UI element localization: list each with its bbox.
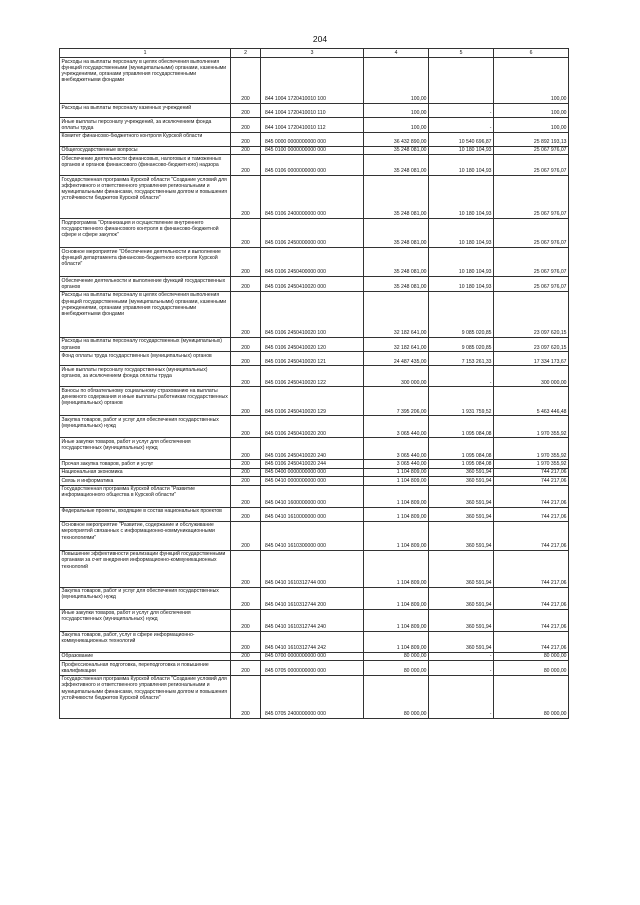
row-classification-code-cell: 845 0410 1610312744 242 [261, 631, 364, 652]
row-code-cell: 200 [231, 587, 261, 609]
row-executed-amount-cell: 360 591,94 [429, 550, 494, 587]
row-name-text: Расходы на выплаты персоналу в целях обеспечения выполнения функций государственными (муниципальными) органами, казенными учреждениями, органами управления государственными внебюджетными фондами [61, 292, 227, 317]
table-row [60, 248, 569, 277]
row-name-text: Государственная программа Курской области "Создание условий для эффективного и ответственного управления региональными и муниципальными финансами, государственным долгом и повышения устойчивости бюджетов Курской области" [61, 676, 227, 701]
row-unexecuted-amount-cell: 17 334 173,67 [494, 352, 569, 366]
row-executed-amount-cell: 7 153 261,33 [429, 352, 494, 366]
table-row [60, 460, 569, 468]
row-approved-amount-cell: 1 104 809,00 [364, 521, 429, 550]
row-name-text: Прочая закупка товаров, работ и услуг [61, 460, 154, 467]
row-executed-amount-cell: 360 591,94 [429, 507, 494, 521]
row-code-cell: 200 [231, 652, 261, 660]
row-classification-code-cell: 845 0106 2450410020 121 [261, 352, 364, 366]
row-name-cell [60, 652, 231, 660]
budget-execution-table [59, 48, 569, 719]
row-executed-amount-cell: 1 931 759,52 [429, 387, 494, 416]
row-name-cell [60, 387, 231, 416]
column-number-row [60, 49, 569, 58]
row-unexecuted-amount-cell: 25 067 976,07 [494, 146, 569, 154]
row-name-cell [60, 366, 231, 387]
row-name-cell [60, 291, 231, 337]
row-name-cell [60, 337, 231, 352]
table-row [60, 366, 569, 387]
row-code-cell: 200 [231, 660, 261, 675]
row-executed-amount-cell: 1 095 084,08 [429, 416, 494, 438]
row-code-cell: 200 [231, 132, 261, 146]
row-approved-amount-cell: 35 248 081,00 [364, 146, 429, 154]
column-header-2: 2 [231, 49, 261, 58]
row-executed-amount-cell [429, 58, 494, 104]
row-approved-amount-cell: 35 248 081,00 [364, 248, 429, 277]
table-row [60, 291, 569, 337]
row-name-text: Профессиональная подготовка, переподготовка и повышение квалификации [61, 661, 209, 674]
table-row [60, 631, 569, 652]
row-executed-amount-cell: 9 085 020,85 [429, 291, 494, 337]
row-classification-code-cell: 845 0106 2450000000 000 [261, 219, 364, 248]
row-executed-amount-cell: 360 591,94 [429, 631, 494, 652]
row-approved-amount-cell: 7 395 206,00 [364, 387, 429, 416]
table-row [60, 146, 569, 154]
row-approved-amount-cell: 35 248 081,00 [364, 155, 429, 176]
row-name-cell [60, 146, 231, 154]
table-body [60, 58, 569, 718]
row-name-cell [60, 132, 231, 146]
row-code-cell: 200 [231, 387, 261, 416]
row-classification-code-cell: 845 0000 0000000000 000 [261, 132, 364, 146]
row-name-cell [60, 104, 231, 118]
row-unexecuted-amount-cell: 100,00 [494, 104, 569, 118]
row-executed-amount-cell: 360 591,94 [429, 587, 494, 609]
row-unexecuted-amount-cell: 100,00 [494, 58, 569, 104]
row-classification-code-cell: 844 1004 1720410010 110 [261, 104, 364, 118]
row-approved-amount-cell: 80 000,00 [364, 660, 429, 675]
row-classification-code-cell: 845 0106 2450410020 244 [261, 460, 364, 468]
row-approved-amount-cell: 3 065 440,00 [364, 416, 429, 438]
row-classification-code-cell: 845 0410 1610312744 000 [261, 550, 364, 587]
row-unexecuted-amount-cell: 744 217,06 [494, 507, 569, 521]
table-row [60, 132, 569, 146]
row-classification-code-cell: 845 0410 1610312744 240 [261, 609, 364, 631]
row-unexecuted-amount-cell: 744 217,06 [494, 550, 569, 587]
row-approved-amount-cell: 3 065 440,00 [364, 460, 429, 468]
row-approved-amount-cell: 1 104 809,00 [364, 550, 429, 587]
row-code-cell: 200 [231, 118, 261, 133]
row-executed-amount-cell: 360 591,94 [429, 609, 494, 631]
row-code-cell: 200 [231, 277, 261, 292]
row-code-cell: 200 [231, 675, 261, 718]
row-unexecuted-amount-cell: 744 217,06 [494, 631, 569, 652]
row-code-cell: 200 [231, 631, 261, 652]
row-name-text: Расходы на выплаты персоналу в целях обеспечения выполнения функций государственными (муниципальными) органами, казенными учреждениями, органами управления государственными внебюджетными фондами [61, 58, 227, 84]
row-code-cell: 200 [231, 460, 261, 468]
row-approved-amount-cell: 1 104 809,00 [364, 468, 429, 476]
row-approved-amount-cell: 32 182 641,00 [364, 337, 429, 352]
table-row [60, 58, 569, 104]
row-classification-code-cell: 845 0705 0000000000 000 [261, 660, 364, 675]
row-approved-amount-cell: 100,00 [364, 58, 429, 104]
row-code-cell: 200 [231, 609, 261, 631]
row-approved-amount-cell: 3 065 440,00 [364, 438, 429, 460]
row-classification-code-cell: 845 0106 2450400000 000 [261, 248, 364, 277]
table-row [60, 521, 569, 550]
row-name-cell [60, 352, 231, 366]
row-name-cell [60, 118, 231, 133]
row-executed-amount-cell: - [429, 652, 494, 660]
row-approved-amount-cell: 1 104 809,00 [364, 485, 429, 507]
row-name-text: Обеспечение деятельности и выполнение функций государственных органов [61, 277, 226, 290]
row-classification-code-cell: 845 0106 2400000000 000 [261, 176, 364, 219]
row-name-text: Повышение эффективности реализации функций государственными органами за счет внедрения информационно-коммуникационных технологий [61, 551, 226, 570]
row-name-cell [60, 675, 231, 718]
row-name-cell [60, 550, 231, 587]
row-name-cell [60, 277, 231, 292]
row-code-cell: 200 [231, 146, 261, 154]
row-unexecuted-amount-cell: 80 000,00 [494, 652, 569, 660]
column-header-1: 1 [60, 49, 231, 58]
row-unexecuted-amount-cell: 1 970 355,92 [494, 438, 569, 460]
row-classification-code-cell: 845 0106 2450410020 240 [261, 438, 364, 460]
row-name-text: Основное мероприятие "Обеспечение деятельности и выполнение функций департамента финансово-бюджетного контроля Курской области" [61, 248, 221, 268]
row-code-cell: 200 [231, 485, 261, 507]
row-classification-code-cell: 845 0410 0000000000 000 [261, 477, 364, 485]
table-row [60, 438, 569, 460]
row-executed-amount-cell: 360 591,94 [429, 485, 494, 507]
row-code-cell: 200 [231, 477, 261, 485]
row-executed-amount-cell: 10 180 104,93 [429, 176, 494, 219]
row-unexecuted-amount-cell: 80 000,00 [494, 675, 569, 718]
table-row [60, 675, 569, 718]
row-code-cell: 200 [231, 468, 261, 476]
row-approved-amount-cell: 35 248 081,00 [364, 219, 429, 248]
row-code-cell: 200 [231, 337, 261, 352]
row-classification-code-cell: 845 0100 0000000000 000 [261, 146, 364, 154]
column-header-4: 4 [364, 49, 429, 58]
row-classification-code-cell: 845 0410 1600000000 000 [261, 485, 364, 507]
row-name-text: Иные выплаты персоналу учреждений, за исключением фонда оплаты труда [61, 118, 212, 131]
row-code-cell: 200 [231, 219, 261, 248]
row-name-cell [60, 58, 231, 104]
row-name-text: Расходы на выплаты персоналу государственных (муниципальных) органов [61, 338, 223, 351]
table-row [60, 660, 569, 675]
row-unexecuted-amount-cell: 23 097 620,15 [494, 291, 569, 337]
row-unexecuted-amount-cell: 23 097 620,15 [494, 337, 569, 352]
table-row [60, 609, 569, 631]
row-name-text: Государственная программа Курской области "Развитие информационного общества в Курской области" [61, 486, 195, 499]
row-executed-amount-cell: 10 540 696,87 [429, 132, 494, 146]
row-name-text: Государственная программа Курской области "Создание условий для эффективного и ответственного управления региональными и муниципальными финансами, государственным долгом и повышения устойчивости бюджетов Курской области" [61, 176, 227, 202]
row-classification-code-cell: 845 0106 2450410020 100 [261, 291, 364, 337]
row-code-cell: 200 [231, 438, 261, 460]
row-code-cell: 200 [231, 248, 261, 277]
table-row [60, 416, 569, 438]
row-name-text: Расходы на выплаты персоналу казенных учреждений [61, 104, 192, 111]
row-unexecuted-amount-cell: 1 970 355,92 [494, 460, 569, 468]
row-classification-code-cell: 845 0410 1610312744 200 [261, 587, 364, 609]
row-name-text: Общегосударственные вопросы [61, 147, 138, 154]
row-executed-amount-cell: 1 095 084,08 [429, 460, 494, 468]
row-approved-amount-cell: 36 432 890,00 [364, 132, 429, 146]
row-name-cell [60, 587, 231, 609]
row-approved-amount-cell: 100,00 [364, 118, 429, 133]
row-executed-amount-cell: - [429, 366, 494, 387]
row-name-text: Закупка товаров, работ и услуг для обеспечения государственных (муниципальных) нужд [61, 416, 219, 430]
row-executed-amount-cell: 10 180 104,93 [429, 219, 494, 248]
column-header-6: 6 [494, 49, 569, 58]
row-name-cell [60, 507, 231, 521]
table-row [60, 219, 569, 248]
row-code-cell: 200 [231, 550, 261, 587]
row-executed-amount-cell: 360 591,94 [429, 477, 494, 485]
row-unexecuted-amount-cell: 25 067 976,07 [494, 219, 569, 248]
table-row [60, 155, 569, 176]
row-name-text: Иные выплаты персоналу государственных (муниципальных) органов, за исключением фонда оплаты труда [61, 366, 208, 380]
row-name-text: Фонд оплаты труда государственных (муниципальных) органов [61, 352, 212, 359]
row-unexecuted-amount-cell: 300 000,00 [494, 366, 569, 387]
row-name-text: Федеральные проекты, входящие в состав национальных проектов [61, 508, 222, 515]
table-row [60, 352, 569, 366]
table-row [60, 477, 569, 485]
row-code-cell: 200 [231, 416, 261, 438]
row-name-cell [60, 468, 231, 476]
table-row [60, 485, 569, 507]
row-classification-code-cell: 845 0106 2450410020 122 [261, 366, 364, 387]
row-approved-amount-cell: 1 104 809,00 [364, 477, 429, 485]
row-code-cell: 200 [231, 58, 261, 104]
row-unexecuted-amount-cell: 80 000,00 [494, 660, 569, 675]
table-row [60, 277, 569, 292]
row-approved-amount-cell: 32 182 641,00 [364, 291, 429, 337]
row-code-cell: 200 [231, 507, 261, 521]
table-row [60, 387, 569, 416]
row-code-cell: 200 [231, 155, 261, 176]
row-approved-amount-cell: 24 487 435,00 [364, 352, 429, 366]
row-code-cell: 200 [231, 104, 261, 118]
row-name-cell [60, 660, 231, 675]
table-row [60, 176, 569, 219]
row-name-cell [60, 219, 231, 248]
row-approved-amount-cell: 35 248 081,00 [364, 277, 429, 292]
row-classification-code-cell: 845 0400 0000000000 000 [261, 468, 364, 476]
row-executed-amount-cell: - [429, 118, 494, 133]
row-executed-amount-cell: 360 591,94 [429, 521, 494, 550]
row-name-cell [60, 416, 231, 438]
row-unexecuted-amount-cell: 744 217,06 [494, 587, 569, 609]
row-unexecuted-amount-cell: 25 067 976,07 [494, 248, 569, 277]
row-name-text: Связь и информатика [61, 477, 114, 484]
row-classification-code-cell: 845 0106 0000000000 000 [261, 155, 364, 176]
row-unexecuted-amount-cell: 25 067 976,07 [494, 155, 569, 176]
row-approved-amount-cell: 80 000,00 [364, 652, 429, 660]
row-name-text: Национальная экономика [61, 469, 123, 476]
row-classification-code-cell: 845 0106 2450410020 129 [261, 387, 364, 416]
row-unexecuted-amount-cell: 744 217,06 [494, 485, 569, 507]
row-name-text: Иные закупки товаров, работ и услуг для обеспечения государственных (муниципальных) нужд [61, 610, 191, 623]
row-name-text: Закупка товаров, работ, услуг в сфере информационно-коммуникационных технологий [61, 632, 195, 645]
row-approved-amount-cell: 1 104 809,00 [364, 587, 429, 609]
table-row [60, 507, 569, 521]
table-row [60, 587, 569, 609]
page-number: 204 [312, 34, 328, 44]
row-approved-amount-cell: 100,00 [364, 104, 429, 118]
row-unexecuted-amount-cell: 744 217,06 [494, 609, 569, 631]
row-code-cell: 200 [231, 176, 261, 219]
row-classification-code-cell: 845 0106 2450410020 200 [261, 416, 364, 438]
row-name-cell [60, 485, 231, 507]
row-unexecuted-amount-cell: 744 217,06 [494, 477, 569, 485]
row-classification-code-cell: 845 0106 2450410020 000 [261, 277, 364, 292]
row-name-text: Обеспечение деятельности финансовых, налоговых и таможенных органов и органов финансового (финансово-бюджетного) надзора [61, 155, 222, 168]
row-unexecuted-amount-cell: 1 970 355,92 [494, 416, 569, 438]
table-row [60, 652, 569, 660]
row-unexecuted-amount-cell: 100,00 [494, 118, 569, 133]
row-unexecuted-amount-cell: 25 892 193,13 [494, 132, 569, 146]
row-name-text: Закупка товаров, работ и услуг для обеспечения государственных (муниципальных) нужд [61, 588, 219, 601]
report-table-container [59, 48, 568, 719]
row-name-cell [60, 477, 231, 485]
row-name-text: Образование [61, 653, 94, 660]
row-unexecuted-amount-cell: 25 067 976,07 [494, 176, 569, 219]
row-name-text: Комитет финансово-бюджетного контроля Курской области [61, 133, 203, 140]
table-row [60, 118, 569, 133]
row-classification-code-cell: 844 1004 1720410010 100 [261, 58, 364, 104]
row-executed-amount-cell: 10 180 104,93 [429, 146, 494, 154]
row-executed-amount-cell: - [429, 675, 494, 718]
row-approved-amount-cell: 1 104 809,00 [364, 507, 429, 521]
row-code-cell: 200 [231, 352, 261, 366]
row-name-text: Взносы по обязательному социальному страхованию на выплаты денежного содержания и иные выплаты работникам государственных (муниципальных) органов [61, 387, 228, 407]
row-executed-amount-cell: 1 095 084,08 [429, 438, 494, 460]
row-unexecuted-amount-cell: 744 217,06 [494, 521, 569, 550]
row-approved-amount-cell: 80 000,00 [364, 675, 429, 718]
row-executed-amount-cell: 10 180 104,93 [429, 155, 494, 176]
row-executed-amount-cell: 10 180 104,93 [429, 248, 494, 277]
row-name-cell [60, 521, 231, 550]
table-row [60, 104, 569, 118]
table-row [60, 550, 569, 587]
table-row [60, 468, 569, 476]
row-approved-amount-cell: 300 000,00 [364, 366, 429, 387]
row-approved-amount-cell: 35 248 081,00 [364, 176, 429, 219]
row-classification-code-cell: 845 0705 2400000000 000 [261, 675, 364, 718]
column-header-5: 5 [429, 49, 494, 58]
row-name-cell [60, 631, 231, 652]
row-name-cell [60, 176, 231, 219]
row-name-cell [60, 155, 231, 176]
row-unexecuted-amount-cell: 5 463 446,48 [494, 387, 569, 416]
row-classification-code-cell: 845 0106 2450410020 120 [261, 337, 364, 352]
row-executed-amount-cell: - [429, 660, 494, 675]
row-executed-amount-cell: - [429, 104, 494, 118]
row-name-cell [60, 460, 231, 468]
row-executed-amount-cell: 360 591,94 [429, 468, 494, 476]
row-code-cell: 200 [231, 366, 261, 387]
table-row [60, 337, 569, 352]
row-approved-amount-cell: 1 104 809,00 [364, 609, 429, 631]
row-name-text: Иные закупки товаров, работ и услуг для обеспечения государственных (муниципальных) нужд [61, 438, 191, 452]
row-executed-amount-cell: 9 085 020,85 [429, 337, 494, 352]
row-classification-code-cell: 845 0410 1610300000 000 [261, 521, 364, 550]
row-classification-code-cell: 845 0410 1610000000 000 [261, 507, 364, 521]
row-approved-amount-cell: 1 104 809,00 [364, 631, 429, 652]
row-unexecuted-amount-cell: 25 067 976,07 [494, 277, 569, 292]
column-header-3: 3 [261, 49, 364, 58]
row-name-cell [60, 609, 231, 631]
row-classification-code-cell: 845 0700 0000000000 000 [261, 652, 364, 660]
row-name-text: Подпрограмма "Организация и осуществление внутреннего государственного финансового контроля в финансово-бюджетной сфере и сфере закупок" [61, 219, 219, 239]
row-classification-code-cell: 844 1004 1720410010 112 [261, 118, 364, 133]
row-name-cell [60, 438, 231, 460]
row-name-text: Основное мероприятие "Развитие, содержание и обслуживание мероприятий связанных с информационно-коммуникационными технологиями" [61, 522, 215, 541]
row-name-cell [60, 248, 231, 277]
row-executed-amount-cell: 10 180 104,93 [429, 277, 494, 292]
row-code-cell: 200 [231, 521, 261, 550]
row-unexecuted-amount-cell: 744 217,06 [494, 468, 569, 476]
row-code-cell: 200 [231, 291, 261, 337]
